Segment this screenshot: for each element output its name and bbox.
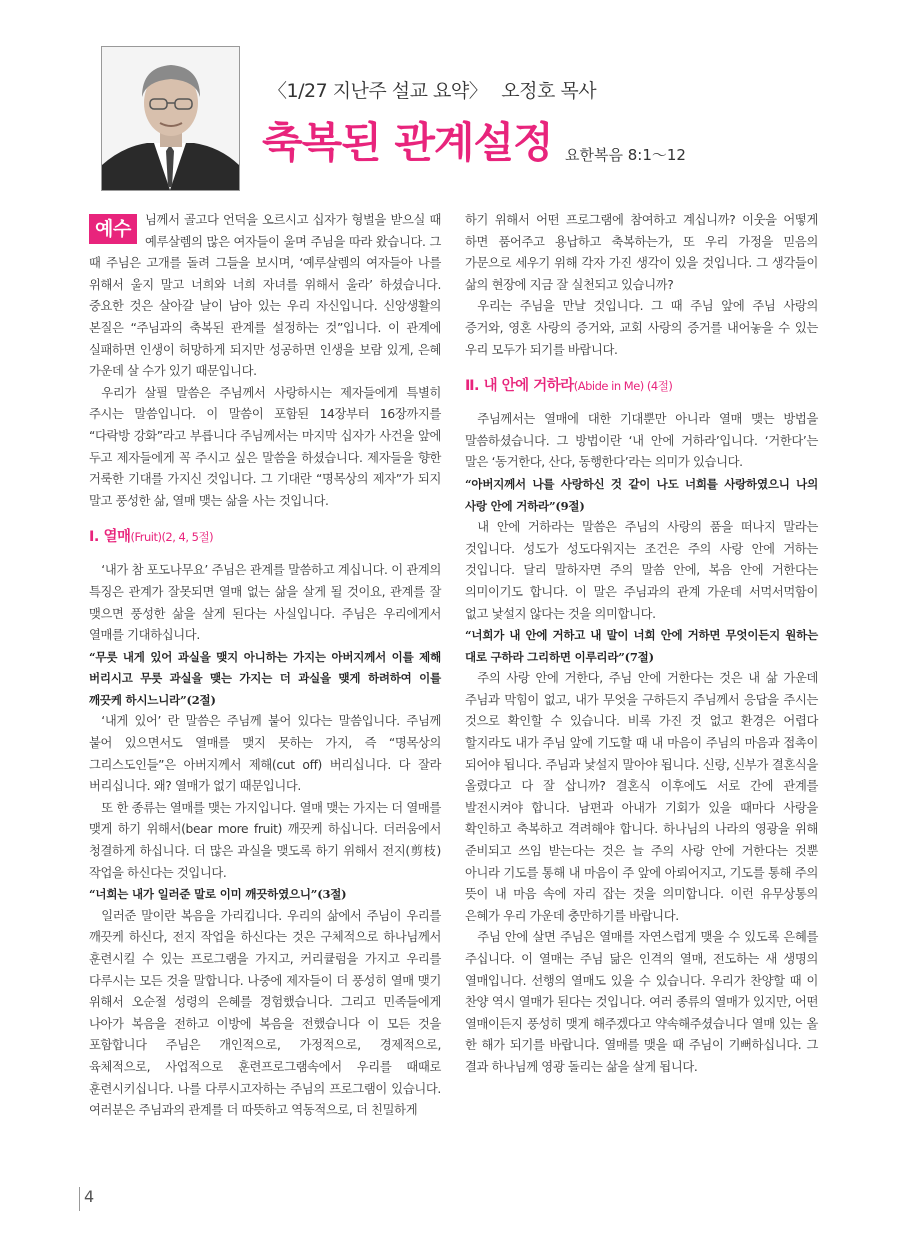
- scripture-reference: 요한복음 8:1～12: [565, 146, 686, 164]
- scripture-quote: “무릇 내게 있어 과실을 맺지 아니하는 가지는 아버지께서 이를 제해 버리시고 무릇 과실을 맺는 가지는 더 과실을 맺게 하려하여 이를 깨끗케 하시느니라”(2절): [89, 649, 441, 707]
- sermon-label: 〈1/27 지난주 설교 요약〉: [268, 80, 488, 102]
- paragraph: 또 한 종류는 열매를 맺는 가지입니다. 열매 맺는 가지는 더 열매를 맺게 하기 위해서(bear more fruit) 깨끗케 하십니다. 더러움에서 청결하게 하십니다. 더 많은 과실을 맺도록 하기 위해서 전지(剪枝) 작업을 하신다는 것입니다.: [89, 800, 441, 880]
- left-column: [89, 210, 441, 1122]
- scripture-quote: “너희는 내가 일러준 말로 이미 깨끗하였으니”(3절): [89, 887, 347, 902]
- paragraph: 우리는 주님을 만날 것입니다. 그 때 주님 앞에 주님 사랑의 증거와, 영혼 사랑의 증거와, 교회 사랑의 증거를 내어놓을 수 있는 우리 모두가 되기를 바랍니다.: [465, 299, 818, 357]
- paragraph: ‘내게 있어’ 란 말씀은 주님께 붙어 있다는 말씀입니다. 주님께 붙어 있으면서도 열매를 맺지 못하는 가지, 즉 “명목상의 그리스도인들”은 아버지께서 제해(cut off) 버리십니다. 다 잘라 버리십니다. 왜? 열매가 없기 때문입니다.: [89, 714, 441, 794]
- section-heading-text: Ⅱ. 내 안에 거하라: [465, 378, 574, 395]
- right-column: [465, 210, 818, 1079]
- dropcap: 예수: [89, 214, 137, 244]
- paragraph: 하기 위해서 어떤 프로그램에 참여하고 계십니까? 이웃을 어떻게 하면 품어주고 용납하고 축복하는가, 또 우리 가정을 믿음의 가문으로 세우기 위해 각자 가진 생각이 있을 것입니다. 그 생각들이 삶의 현장에 지금 잘 실천되고 있습니까?: [465, 213, 818, 292]
- paragraph: 일러준 말이란 복음을 가리킵니다. 우리의 삶에서 주님이 우리를 깨끗케 하신다, 전지 작업을 하신다는 것은 구체적으로 하나님께서 훈련시킬 수 있는 프로그램을 가지고, 커리큘럼을 가지고 우리를 다루시는 모든 것을 말합니다. 나중에 제자들이 더 풍성히 열매 맺기 위해서 오순절 성령의 은혜를 경험했습니다. 그리고 민족들에게 나아가 복음을 전하고 이방에 복음을 전했습니다 이 모든 것을 포함합니다 주님은 개인적으로, 가정적으로, 경제적으로, 육체적으로, 사업적으로 훈련프로그램속에서 우리를 때때로 훈련시키십니다. 나를 다루시고자하는 주님의 프로그램이 있습니다. 여러분은 주님과의 관계를 더 따뜻하고 역동적으로, 더 친밀하게: [89, 908, 441, 1118]
- section-heading-sub: (Fruit)(2, 4, 5절): [130, 530, 214, 545]
- sermon-title: 축복된 관계설정: [262, 118, 553, 167]
- scripture-quote: “너희가 내 안에 거하고 내 말이 너희 안에 거하면 무엇이든지 원하는 대로 구하라 그리하면 이루리라”(7절): [465, 628, 818, 664]
- section-heading-fruit: [89, 526, 441, 548]
- portrait-illustration: [102, 47, 239, 190]
- pastor-photo: [101, 46, 240, 191]
- intro-paragraph: [89, 210, 441, 383]
- paragraph: 주의 사랑 안에 거한다, 주님 안에 거한다는 것은 내 삶 가운데 주님과 막힘이 없고, 내가 무엇을 구하든지 주님께서 응답을 주시는 것으로 확인할 수 있습니다. 비록 가진 것 없고 환경은 어렵다 할지라도 내가 주님 앞에 기도할 때 내 마음이 주님의 마음과 접촉이 되어야 됩니다. 주님과 낯설지 말아야 됩니다. 신랑, 신부가 결혼식을 올렸다고 다 잘 삽니까? 결혼식 이후에도 서로 간에 관계를 발전시켜야 합니다. 남편과 아내가 기회가 있을 때마다 사랑을 확인하고 축복하고 격려해야 합니다. 하나님의 나라의 영광을 위해 준비되고 쓰임 받는다는 것은 늘 주의 사랑 안에 거한다는 것뿐 아니라 기도를 통해 내 마음이 주 앞에 아뢰어지고, 기도를 통해 주의 뜻이 내 마음 속에 자리 잡는 것을 의미합니다. 이런 유무상통의 은혜가 우리 가운데 충만하기를 바랍니다.: [465, 671, 818, 923]
- paragraph: ‘내가 참 포도나무요’ 주님은 관계를 말씀하고 계십니다. 이 관계의 특징은 관계가 잘못되면 열매 없는 삶을 살게 될 것이요, 관계를 잘 맺으면 풍성한 삶을 살게 된다는 사실입니다. 주님은 우리에게서 열매를 기대하십니다.: [89, 563, 441, 643]
- paragraph: 주님 안에 살면 주님은 열매를 자연스럽게 맺을 수 있도록 은혜를 주십니다. 이 열매는 주님 닮은 인격의 열매, 전도하는 새 생명의 열매입니다. 선행의 열매도 있을 수 있습니다. 우리가 찬양할 때 이 찬양 역시 열매가 된다는 것입니다. 여러 종류의 열매가 있지만, 어떤 열매이든지 풍성히 맺게 해주겠다고 약속해주셨습니다 열매 있는 올 한 해가 되기를 바랍니다. 열매를 맺을 때 주님이 기뻐하십니다. 그 결과 하나님께 영광 돌리는 삶을 살게 됩니다.: [465, 930, 818, 1074]
- author-name: 오정호 목사: [501, 80, 597, 102]
- section-heading-sub: (Abide in Me) (4절): [573, 379, 673, 394]
- paragraph: 주님께서는 열매에 대한 기대뿐만 아니라 열매 맺는 방법을 말씀하셨습니다. 그 방법이란 ‘내 안에 거하라’입니다. ‘거한다’는 말은 ‘동거한다, 산다, 동행한다’라는 의미가 있습니다.: [465, 412, 818, 470]
- sermon-header-subtitle: [268, 76, 596, 103]
- paragraph: 내 안에 거하라는 말씀은 주님의 사랑의 품을 떠나지 말라는 것입니다. 성도가 성도다워지는 조건은 주의 사랑 안에 거하는 것입니다. 달리 말하자면 주의 말씀 안에, 복음 안에 거한다는 의미이기도 합니다. 이 말은 주님과의 관계 가운데 서먹서먹함이 없고 낯설지 않다는 것을 의미합니다.: [465, 520, 818, 621]
- paragraph: 우리가 살필 말씀은 주님께서 사랑하시는 제자들에게 특별히 주시는 말씀입니다. 이 말씀이 포함된 14장부터 16장까지를 “다락방 강화”라고 부릅니다 주님께서는 마지막 십자가 사건을 앞에 두고 제자들에게 꼭 주시고 싶은 말씀을 하셨습니다. 제자들을 향한 거룩한 기대를 가지신 것입니다. 그 기대란 “명목상의 제자”가 되지 말고 풍성한 삶, 열매 맺는 삶을 사는 것입니다.: [89, 385, 441, 508]
- scripture-quote: “아버지께서 나를 사랑하신 것 같이 나도 너희를 사랑하였으니 나의 사랑 안에 거하라”(9절): [465, 476, 818, 513]
- intro-text: 님께서 골고다 언덕을 오르시고 십자가 형벌을 받으실 때 예루살렘의 많은 여자들이 울며 주님을 따라 왔습니다. 그 때 주님은 고개를 돌려 그들을 보시며, ‘예루살렘의 여자들아 나를 위해서 울지 말고 너희와 너희 자녀를 위해서 울라’ 하셨습니다. 중요한 것은 살아갈 날이 남아 있는 우리 자신입니다. 신앙생활의 본질은 “주님과의 축복된 관계를 설정하는 것”입니다. 이 관계에 실패하면 인생이 허망하게 되지만 성공하면 인생을 보람 있게, 은혜 가운데 살 수가 있기 때문입니다.: [89, 213, 441, 379]
- section-heading-text: Ⅰ. 열매: [89, 529, 131, 546]
- page-number: 4: [84, 1187, 95, 1206]
- page-number-rule: [79, 1187, 80, 1211]
- section-heading-abide: [465, 375, 818, 397]
